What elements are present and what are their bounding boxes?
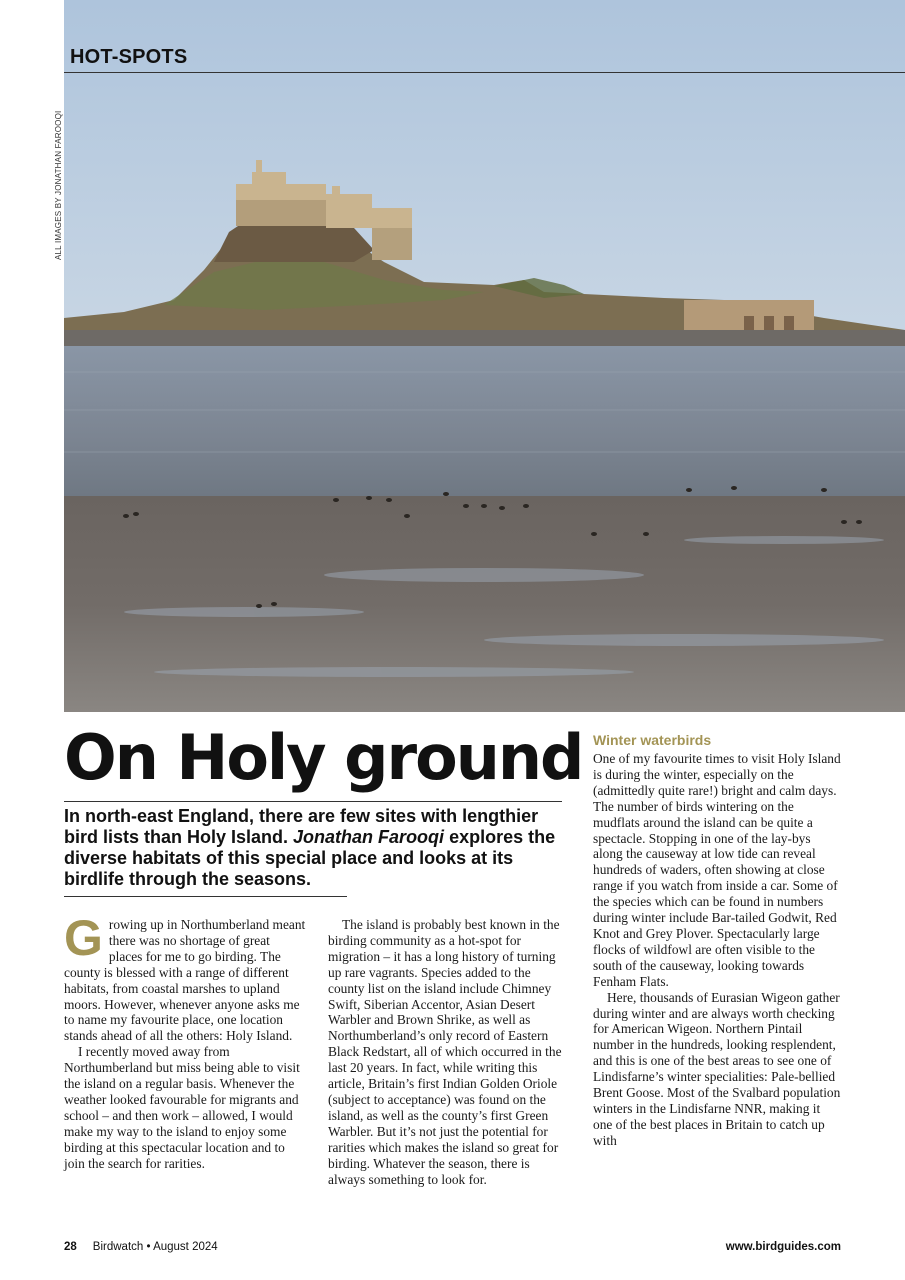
author-name: Jonathan Farooqi xyxy=(293,827,445,847)
standfirst-lead: In north-east England, there are few sites with lengthier bird lists than Holy Island. xyxy=(64,806,539,847)
photo-credit: ALL IMAGES BY JONATHAN FAROOQI xyxy=(54,110,63,260)
drop-cap: G xyxy=(64,910,103,966)
column-1 xyxy=(64,910,306,1172)
standfirst-rule xyxy=(64,896,347,897)
paragraph: Here, thousands of Eurasian Wigeon gather during winter and are always worth checking for American Wigeon. Northern Pintail number in the hundreds, looking resplendent, and this is one of the best areas to see one of Lindisfarne’s winter specialities: Pale-bellied Brent Goose. Most of the Svalbard population winters in the Lindisfarne NNR, making it one of the best places in Britain to catch up with xyxy=(593,989,841,1148)
section-label: HOT-SPOTS xyxy=(70,46,188,68)
page-number: 28 xyxy=(64,1241,77,1253)
publication-line: Birdwatch • August 2024 xyxy=(92,1241,218,1253)
website-link[interactable]: www.birdguides.com xyxy=(725,1241,841,1253)
paragraph: I recently moved away from Northumberland but miss being able to visit the island on a regular basis. Whenever the weather looked favourable for migrants and school – and then work – allowed, I would make my way to the island to enjoy some birding at this spectacular location and to join the search for rarities. xyxy=(64,1044,300,1171)
column-2 xyxy=(328,917,570,1187)
paragraph xyxy=(64,910,306,1044)
standfirst xyxy=(64,806,564,890)
paragraph-text: rowing up in Northumberland meant there was no shortage of great places for me to go birding. The county is blessed with a range of different habitats, from coastal marshes to upland moors. However, whenever anyone asks me to name my favourite place, one location stands ahead of all the others: Holy Island. xyxy=(64,917,306,1044)
hero-photo xyxy=(64,0,905,712)
paragraph: One of my favourite times to visit Holy Island is during the winter, especially on the (admittedly quite rare!) bright and calm days. The number of birds wintering on the mudflats around the island can be quite a spectacle. Stopping in one of the lay-bys along the causeway at low tide can reveal hundreds of waders, often showing at close range if you watch from inside a car. Some of the species which can be found in numbers during winter include Bar-tailed Godwit, Red Knot and Grey Plover. Spectacularly large flocks of wildfowl are often visible to the south of the causeway, looking towards Fenham Flats. xyxy=(593,751,841,989)
subheading: Winter waterbirds xyxy=(593,732,712,748)
footer-left xyxy=(64,1241,218,1253)
column-3 xyxy=(593,751,841,1149)
paragraph: The island is probably best known in the birding community as a hot-spot for migration – it has a long history of turning up rare vagrants. Species added to the county list on the island include Chimney Swift, Siberian Accentor, Asian Desert Warbler and Brown Shrike, as well as Northumberland’s only record of Eastern Black Redstart, all of which occurred in the last 20 years. In fact, while writing this article, Britain’s first Indian Golden Oriole (subject to acceptance) was found on the island, as well as the county’s first Green Warbler. But it’s not just the potential for rarities which makes the island so great for birding. Whatever the season, there is always something to look for. xyxy=(328,917,562,1187)
headline: On Holy ground xyxy=(64,721,583,794)
section-rule xyxy=(64,72,905,73)
headline-rule xyxy=(64,801,562,802)
standfirst-tail: explores the diverse habitats of this special place and looks at its birdlife through the seasons. xyxy=(64,827,556,889)
